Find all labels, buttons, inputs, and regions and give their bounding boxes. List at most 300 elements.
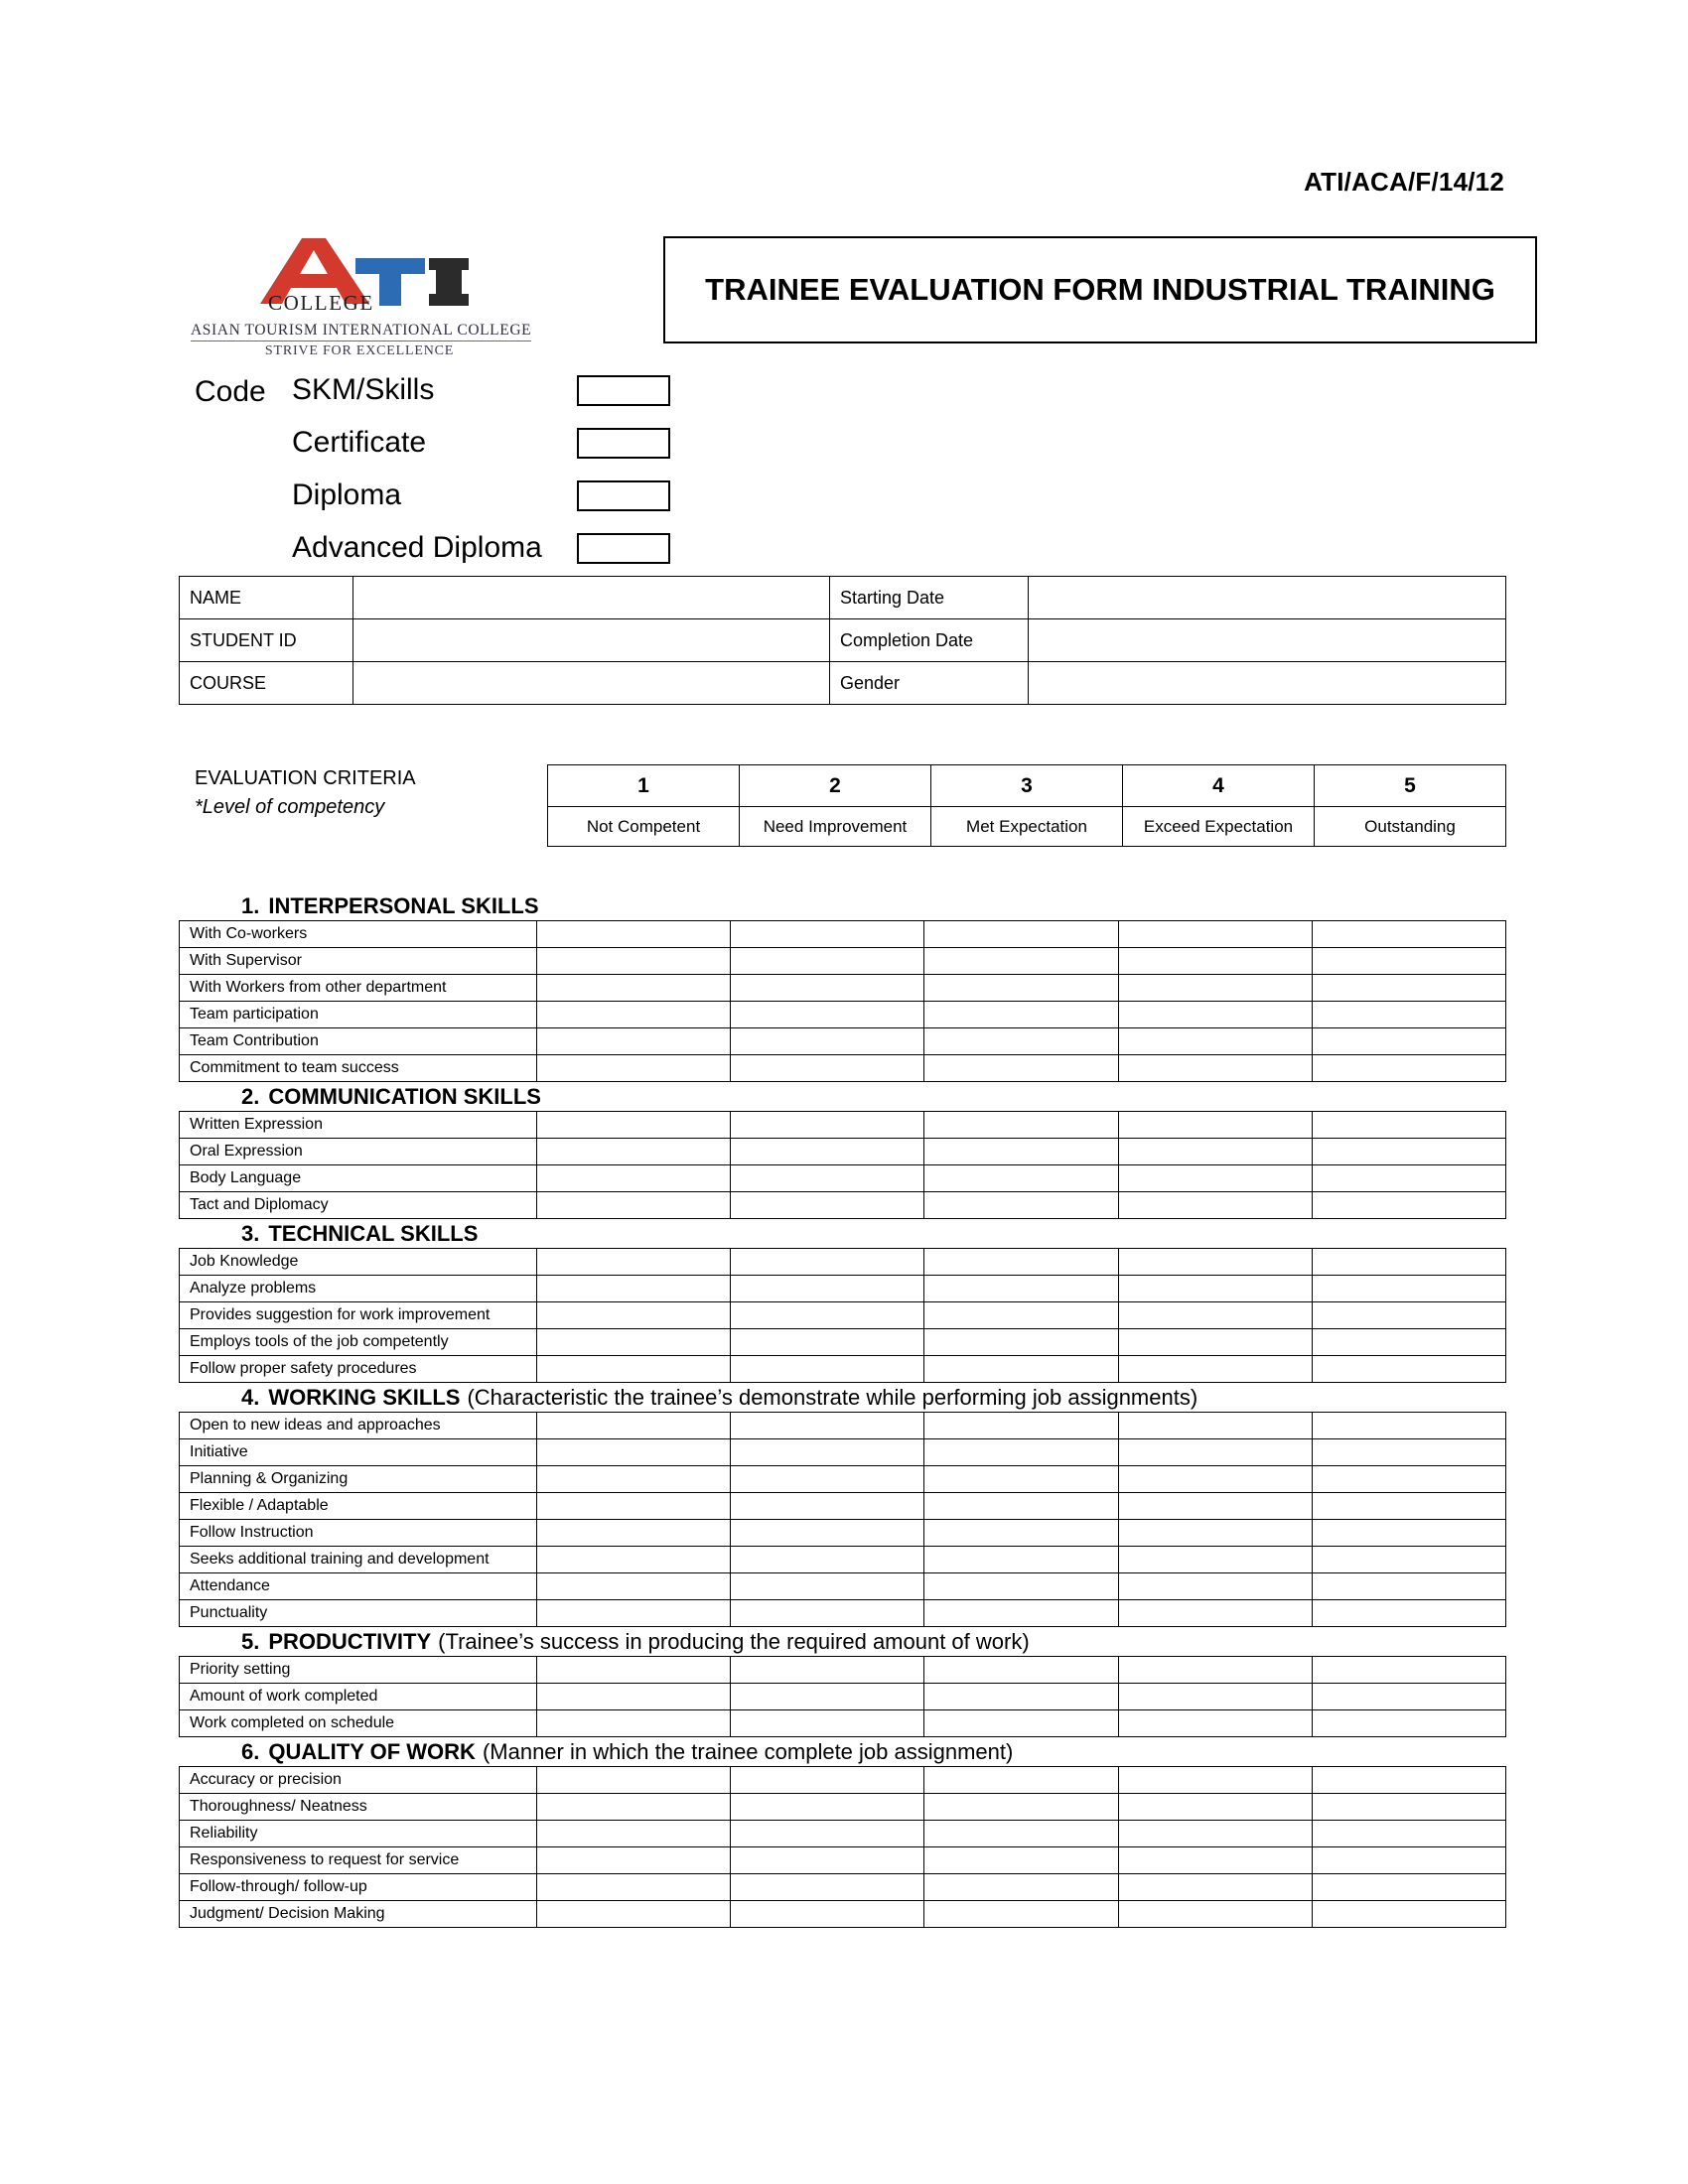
rating-cell-2[interactable] <box>731 1439 924 1466</box>
rating-cell-4[interactable] <box>1118 921 1312 948</box>
rating-cell-4[interactable] <box>1118 1600 1312 1627</box>
level-checkbox-skm[interactable] <box>577 375 670 406</box>
rating-cell-1[interactable] <box>537 1192 731 1219</box>
rating-cell-2[interactable] <box>731 1276 924 1302</box>
section-subtitle: (Manner in which the trainee complete job assignment) <box>482 1738 1014 1764</box>
section-title: INTERPERSONAL SKILLS <box>268 892 539 918</box>
criterion-label: Body Language <box>180 1165 537 1192</box>
rating-cell-4[interactable] <box>1118 1710 1312 1737</box>
table-row <box>180 1520 1506 1547</box>
rating-cell-1[interactable] <box>537 1767 731 1794</box>
rating-cell-4[interactable] <box>1118 1573 1312 1600</box>
criterion-label: With Workers from other department <box>180 975 537 1002</box>
criterion-label: Tact and Diplomacy <box>180 1192 537 1219</box>
section-heading-productivity <box>179 1627 1505 1656</box>
rating-cell-2[interactable] <box>731 1192 924 1219</box>
info-label-course: COURSE <box>180 662 353 705</box>
rating-cell-1[interactable] <box>537 1249 731 1276</box>
table-row <box>180 1055 1506 1082</box>
document-code-reference: ATI/ACA/F/14/12 <box>1304 167 1504 197</box>
section-number: 5. <box>241 1628 260 1654</box>
table-row <box>180 1249 1506 1276</box>
evaluation-criteria-label <box>195 764 416 822</box>
rating-cell-3[interactable] <box>924 1192 1118 1219</box>
rating-cell-2[interactable] <box>731 1055 924 1082</box>
rating-cell-3[interactable] <box>924 948 1118 975</box>
rating-cell-1[interactable] <box>537 1794 731 1821</box>
criterion-label: Open to new ideas and approaches <box>180 1413 537 1439</box>
rating-cell-1[interactable] <box>537 1821 731 1847</box>
section-number: 6. <box>241 1738 260 1764</box>
rating-cell-5[interactable] <box>1312 1573 1505 1600</box>
rating-cell-5[interactable] <box>1312 1767 1505 1794</box>
rating-cell-5[interactable] <box>1312 1520 1505 1547</box>
level-label-advanced-diploma: Advanced Diploma <box>292 531 542 564</box>
criterion-label: Analyze problems <box>180 1276 537 1302</box>
rating-cell-2[interactable] <box>731 1901 924 1928</box>
table-row <box>180 1112 1506 1139</box>
table-row <box>180 975 1506 1002</box>
info-label-gender: Gender <box>830 662 1029 705</box>
rating-cell-3[interactable] <box>924 1139 1118 1165</box>
criterion-label: Oral Expression <box>180 1139 537 1165</box>
rating-cell-4[interactable] <box>1118 1165 1312 1192</box>
rating-cell-5[interactable] <box>1312 1112 1505 1139</box>
level-row-certificate <box>195 420 711 473</box>
criterion-label: Amount of work completed <box>180 1684 537 1710</box>
rating-cell-1[interactable] <box>537 1684 731 1710</box>
rating-cell-1[interactable] <box>537 1493 731 1520</box>
table-row <box>180 1439 1506 1466</box>
info-value-student-id[interactable] <box>353 619 830 662</box>
rating-cell-2[interactable] <box>731 1356 924 1383</box>
rating-cell-4[interactable] <box>1118 1356 1312 1383</box>
rating-cell-1[interactable] <box>537 1520 731 1547</box>
table-row <box>180 662 1506 705</box>
rating-cell-3[interactable] <box>924 1165 1118 1192</box>
section-heading-communication-skills <box>179 1082 1505 1111</box>
scale-description-4: Exceed Expectation <box>1123 807 1315 847</box>
table-row <box>180 1600 1506 1627</box>
table-row <box>180 1901 1506 1928</box>
info-value-name[interactable] <box>353 577 830 619</box>
criterion-label: Reliability <box>180 1821 537 1847</box>
rating-cell-2[interactable] <box>731 1493 924 1520</box>
table-row <box>180 1165 1506 1192</box>
rating-cell-2[interactable] <box>731 1657 924 1684</box>
rating-cell-4[interactable] <box>1118 1139 1312 1165</box>
rating-cell-1[interactable] <box>537 1276 731 1302</box>
table-row <box>180 1794 1506 1821</box>
rating-cell-5[interactable] <box>1312 1192 1505 1219</box>
rating-cell-3[interactable] <box>924 1821 1118 1847</box>
rating-cell-5[interactable] <box>1312 1439 1505 1466</box>
college-full-name: ASIAN TOURISM INTERNATIONAL COLLEGE <box>191 322 531 341</box>
rating-cell-3[interactable] <box>924 1112 1118 1139</box>
rating-cell-3[interactable] <box>924 1356 1118 1383</box>
rating-cell-5[interactable] <box>1312 1657 1505 1684</box>
table-row <box>180 1192 1506 1219</box>
rating-cell-4[interactable] <box>1118 1493 1312 1520</box>
table-row <box>180 1028 1506 1055</box>
rating-cell-5[interactable] <box>1312 1466 1505 1493</box>
scale-number-5: 5 <box>1315 765 1506 807</box>
college-tagline: STRIVE FOR EXCELLENCE <box>264 343 455 358</box>
rating-cell-1[interactable] <box>537 1710 731 1737</box>
rating-cell-2[interactable] <box>731 1329 924 1356</box>
rating-cell-2[interactable] <box>731 1112 924 1139</box>
rating-cell-5[interactable] <box>1312 975 1505 1002</box>
rating-cell-5[interactable] <box>1312 1165 1505 1192</box>
table-row <box>180 1493 1506 1520</box>
rating-cell-2[interactable] <box>731 1002 924 1028</box>
criterion-label: With Supervisor <box>180 948 537 975</box>
rating-cell-5[interactable] <box>1312 1874 1505 1901</box>
rating-cell-3[interactable] <box>924 1901 1118 1928</box>
rating-cell-5[interactable] <box>1312 1901 1505 1928</box>
rating-cell-5[interactable] <box>1312 1356 1505 1383</box>
table-row <box>180 1302 1506 1329</box>
criterion-label: Commitment to team success <box>180 1055 537 1082</box>
rating-cell-4[interactable] <box>1118 1055 1312 1082</box>
rating-cell-3[interactable] <box>924 1329 1118 1356</box>
rating-cell-2[interactable] <box>731 1600 924 1627</box>
rating-cell-2[interactable] <box>731 1573 924 1600</box>
rating-cell-2[interactable] <box>731 1821 924 1847</box>
rating-cell-4[interactable] <box>1118 1874 1312 1901</box>
rating-cell-5[interactable] <box>1312 948 1505 975</box>
section-heading-quality-of-work <box>179 1737 1505 1766</box>
rating-cell-3[interactable] <box>924 1466 1118 1493</box>
table-row <box>180 1466 1506 1493</box>
criterion-label: Follow proper safety procedures <box>180 1356 537 1383</box>
table-row <box>180 921 1506 948</box>
criterion-label: Attendance <box>180 1573 537 1600</box>
rating-cell-3[interactable] <box>924 1847 1118 1874</box>
table-row <box>180 1356 1506 1383</box>
rating-cell-3[interactable] <box>924 1547 1118 1573</box>
rating-cell-2[interactable] <box>731 1413 924 1439</box>
rating-cell-4[interactable] <box>1118 948 1312 975</box>
rating-cell-5[interactable] <box>1312 1055 1505 1082</box>
info-label-student-id: STUDENT ID <box>180 619 353 662</box>
scale-description-3: Met Expectation <box>931 807 1123 847</box>
rating-cell-2[interactable] <box>731 1028 924 1055</box>
rating-cell-1[interactable] <box>537 1302 731 1329</box>
rating-table-working-skills <box>179 1412 1506 1627</box>
table-row <box>180 1139 1506 1165</box>
rating-cell-2[interactable] <box>731 1165 924 1192</box>
rating-cell-5[interactable] <box>1312 921 1505 948</box>
rating-cell-4[interactable] <box>1118 1794 1312 1821</box>
scale-number-2: 2 <box>740 765 931 807</box>
criterion-label: Follow-through/ follow-up <box>180 1874 537 1901</box>
section-subtitle: (Characteristic the trainee’s demonstrate while performing job assignments) <box>467 1384 1198 1410</box>
criterion-label: Judgment/ Decision Making <box>180 1901 537 1928</box>
rating-cell-3[interactable] <box>924 1767 1118 1794</box>
rating-cell-5[interactable] <box>1312 1249 1505 1276</box>
rating-cell-4[interactable] <box>1118 1413 1312 1439</box>
criterion-label: Team Contribution <box>180 1028 537 1055</box>
info-label-name: NAME <box>180 577 353 619</box>
scale-description-1: Not Competent <box>548 807 740 847</box>
criterion-label: Planning & Organizing <box>180 1466 537 1493</box>
section-heading-technical-skills <box>179 1219 1505 1248</box>
rating-cell-1[interactable] <box>537 1055 731 1082</box>
rating-cell-4[interactable] <box>1118 1547 1312 1573</box>
criterion-label: Accuracy or precision <box>180 1767 537 1794</box>
criterion-label: Employs tools of the job competently <box>180 1329 537 1356</box>
rating-cell-5[interactable] <box>1312 1276 1505 1302</box>
info-label-completion-date: Completion Date <box>830 619 1029 662</box>
rating-cell-3[interactable] <box>924 1573 1118 1600</box>
info-value-starting-date[interactable] <box>1029 577 1506 619</box>
rating-cell-5[interactable] <box>1312 1302 1505 1329</box>
criterion-label: With Co-workers <box>180 921 537 948</box>
criterion-label: Flexible / Adaptable <box>180 1493 537 1520</box>
criteria-heading: EVALUATION CRITERIA <box>195 767 416 789</box>
code-label: Code <box>195 375 266 408</box>
table-row <box>548 765 1506 807</box>
criterion-label: Provides suggestion for work improvement <box>180 1302 537 1329</box>
rating-cell-4[interactable] <box>1118 1302 1312 1329</box>
rating-cell-2[interactable] <box>731 1874 924 1901</box>
college-logo <box>191 230 532 359</box>
level-checkbox-advanced-diploma[interactable] <box>577 533 670 564</box>
level-label-diploma: Diploma <box>292 478 402 511</box>
rating-cell-1[interactable] <box>537 1439 731 1466</box>
rating-cell-4[interactable] <box>1118 1466 1312 1493</box>
info-label-starting-date: Starting Date <box>830 577 1029 619</box>
rating-cell-4[interactable] <box>1118 1901 1312 1928</box>
rating-cell-3[interactable] <box>924 975 1118 1002</box>
table-row <box>180 1767 1506 1794</box>
rating-cell-5[interactable] <box>1312 1547 1505 1573</box>
rating-cell-2[interactable] <box>731 975 924 1002</box>
criterion-label: Seeks additional training and development <box>180 1547 537 1573</box>
section-title: TECHNICAL SKILLS <box>268 1220 479 1246</box>
rating-cell-2[interactable] <box>731 921 924 948</box>
rating-cell-1[interactable] <box>537 1874 731 1901</box>
rating-cell-2[interactable] <box>731 1847 924 1874</box>
table-row <box>180 1710 1506 1737</box>
rating-cell-3[interactable] <box>924 1002 1118 1028</box>
scale-description-2: Need Improvement <box>740 807 931 847</box>
scale-number-1: 1 <box>548 765 740 807</box>
rating-cell-4[interactable] <box>1118 1657 1312 1684</box>
rating-cell-3[interactable] <box>924 1600 1118 1627</box>
level-label-skm: SKM/Skills <box>292 373 435 406</box>
rating-cell-2[interactable] <box>731 948 924 975</box>
scale-description-5: Outstanding <box>1315 807 1506 847</box>
rating-cell-2[interactable] <box>731 1767 924 1794</box>
table-row <box>180 1821 1506 1847</box>
criterion-label: Job Knowledge <box>180 1249 537 1276</box>
rating-cell-1[interactable] <box>537 1413 731 1439</box>
criterion-label: Team participation <box>180 1002 537 1028</box>
rating-cell-4[interactable] <box>1118 1249 1312 1276</box>
rating-cell-2[interactable] <box>731 1547 924 1573</box>
section-number: 1. <box>241 892 260 918</box>
rating-cell-4[interactable] <box>1118 1847 1312 1874</box>
rating-cell-3[interactable] <box>924 1520 1118 1547</box>
rating-cell-2[interactable] <box>731 1249 924 1276</box>
rating-cell-2[interactable] <box>731 1302 924 1329</box>
rating-cell-4[interactable] <box>1118 1329 1312 1356</box>
rating-cell-1[interactable] <box>537 1547 731 1573</box>
table-row <box>180 1329 1506 1356</box>
rating-cell-3[interactable] <box>924 1276 1118 1302</box>
rating-cell-5[interactable] <box>1312 1493 1505 1520</box>
rating-cell-4[interactable] <box>1118 1192 1312 1219</box>
rating-cell-5[interactable] <box>1312 1821 1505 1847</box>
criterion-label: Written Expression <box>180 1112 537 1139</box>
table-row <box>180 1413 1506 1439</box>
rating-cell-1[interactable] <box>537 1139 731 1165</box>
section-heading-interpersonal-skills <box>179 891 1505 920</box>
level-label-certificate: Certificate <box>292 426 427 459</box>
rating-cell-1[interactable] <box>537 1112 731 1139</box>
svg-text:COLLEGE: COLLEGE <box>268 291 374 315</box>
scale-number-4: 4 <box>1123 765 1315 807</box>
rating-cell-3[interactable] <box>924 1684 1118 1710</box>
rating-cell-2[interactable] <box>731 1466 924 1493</box>
rating-cell-4[interactable] <box>1118 1276 1312 1302</box>
rating-cell-3[interactable] <box>924 1439 1118 1466</box>
table-row <box>180 1002 1506 1028</box>
rating-table-technical-skills <box>179 1248 1506 1383</box>
rating-cell-1[interactable] <box>537 1901 731 1928</box>
rating-cell-1[interactable] <box>537 1329 731 1356</box>
section-heading-working-skills <box>179 1383 1505 1412</box>
rating-cell-3[interactable] <box>924 1493 1118 1520</box>
student-info-table <box>179 576 1506 705</box>
rating-cell-3[interactable] <box>924 1794 1118 1821</box>
rating-cell-1[interactable] <box>537 1165 731 1192</box>
evaluation-sections <box>179 891 1505 1928</box>
info-value-completion-date[interactable] <box>1029 619 1506 662</box>
rating-cell-3[interactable] <box>924 1249 1118 1276</box>
ati-logo-mark <box>230 230 489 322</box>
code-section <box>195 367 711 578</box>
form-title-box <box>663 236 1537 343</box>
rating-cell-3[interactable] <box>924 1657 1118 1684</box>
rating-cell-5[interactable] <box>1312 1684 1505 1710</box>
rating-cell-4[interactable] <box>1118 1002 1312 1028</box>
criterion-label: Initiative <box>180 1439 537 1466</box>
rating-cell-5[interactable] <box>1312 1139 1505 1165</box>
rating-cell-1[interactable] <box>537 975 731 1002</box>
info-value-course[interactable] <box>353 662 830 705</box>
rating-cell-2[interactable] <box>731 1710 924 1737</box>
rating-cell-1[interactable] <box>537 1600 731 1627</box>
form-title: TRAINEE EVALUATION FORM INDUSTRIAL TRAINING <box>705 272 1495 308</box>
section-title: WORKING SKILLS <box>268 1384 461 1410</box>
rating-cell-5[interactable] <box>1312 1002 1505 1028</box>
rating-cell-3[interactable] <box>924 921 1118 948</box>
section-title: PRODUCTIVITY <box>268 1628 432 1654</box>
rating-cell-4[interactable] <box>1118 1028 1312 1055</box>
rating-cell-5[interactable] <box>1312 1794 1505 1821</box>
table-row <box>180 1684 1506 1710</box>
criterion-label: Punctuality <box>180 1600 537 1627</box>
level-row-advanced-diploma <box>195 525 711 578</box>
rating-cell-5[interactable] <box>1312 1329 1505 1356</box>
rating-cell-1[interactable] <box>537 1847 731 1874</box>
level-checkbox-certificate[interactable] <box>577 428 670 459</box>
rating-cell-4[interactable] <box>1118 1439 1312 1466</box>
rating-cell-3[interactable] <box>924 1710 1118 1737</box>
rating-cell-4[interactable] <box>1118 1520 1312 1547</box>
rating-cell-2[interactable] <box>731 1684 924 1710</box>
section-number: 4. <box>241 1384 260 1410</box>
rating-cell-1[interactable] <box>537 1466 731 1493</box>
criterion-label: Responsiveness to request for service <box>180 1847 537 1874</box>
rating-cell-2[interactable] <box>731 1139 924 1165</box>
rating-cell-3[interactable] <box>924 1874 1118 1901</box>
criterion-label: Priority setting <box>180 1657 537 1684</box>
rating-cell-2[interactable] <box>731 1520 924 1547</box>
table-row <box>180 1573 1506 1600</box>
criterion-label: Follow Instruction <box>180 1520 537 1547</box>
competency-scale-table <box>547 764 1506 847</box>
rating-cell-1[interactable] <box>537 1573 731 1600</box>
rating-cell-3[interactable] <box>924 1302 1118 1329</box>
rating-cell-5[interactable] <box>1312 1600 1505 1627</box>
rating-cell-5[interactable] <box>1312 1028 1505 1055</box>
rating-cell-5[interactable] <box>1312 1710 1505 1737</box>
rating-cell-1[interactable] <box>537 1356 731 1383</box>
rating-table-productivity <box>179 1656 1506 1737</box>
rating-cell-1[interactable] <box>537 921 731 948</box>
rating-cell-4[interactable] <box>1118 1767 1312 1794</box>
rating-cell-4[interactable] <box>1118 975 1312 1002</box>
rating-cell-3[interactable] <box>924 1028 1118 1055</box>
info-value-gender[interactable] <box>1029 662 1506 705</box>
table-row <box>180 1276 1506 1302</box>
table-row <box>180 619 1506 662</box>
section-number: 2. <box>241 1083 260 1109</box>
rating-cell-5[interactable] <box>1312 1847 1505 1874</box>
criterion-label: Work completed on schedule <box>180 1710 537 1737</box>
rating-cell-1[interactable] <box>537 1657 731 1684</box>
level-checkbox-diploma[interactable] <box>577 480 670 511</box>
table-row <box>180 1874 1506 1901</box>
scale-number-3: 3 <box>931 765 1123 807</box>
table-row <box>548 807 1506 847</box>
rating-cell-4[interactable] <box>1118 1112 1312 1139</box>
rating-cell-2[interactable] <box>731 1794 924 1821</box>
rating-cell-4[interactable] <box>1118 1684 1312 1710</box>
rating-cell-1[interactable] <box>537 1028 731 1055</box>
rating-cell-1[interactable] <box>537 948 731 975</box>
rating-cell-1[interactable] <box>537 1002 731 1028</box>
rating-cell-3[interactable] <box>924 1055 1118 1082</box>
section-subtitle: (Trainee’s success in producing the required amount of work) <box>438 1628 1030 1654</box>
level-row-diploma <box>195 473 711 525</box>
rating-table-interpersonal-skills <box>179 920 1506 1082</box>
rating-cell-3[interactable] <box>924 1413 1118 1439</box>
table-row <box>180 948 1506 975</box>
level-row-skm <box>195 367 711 420</box>
table-row <box>180 1657 1506 1684</box>
rating-table-quality-of-work <box>179 1766 1506 1928</box>
rating-cell-4[interactable] <box>1118 1821 1312 1847</box>
ati-logo-icon <box>230 230 489 322</box>
rating-table-communication-skills <box>179 1111 1506 1219</box>
rating-cell-5[interactable] <box>1312 1413 1505 1439</box>
table-row <box>180 1847 1506 1874</box>
